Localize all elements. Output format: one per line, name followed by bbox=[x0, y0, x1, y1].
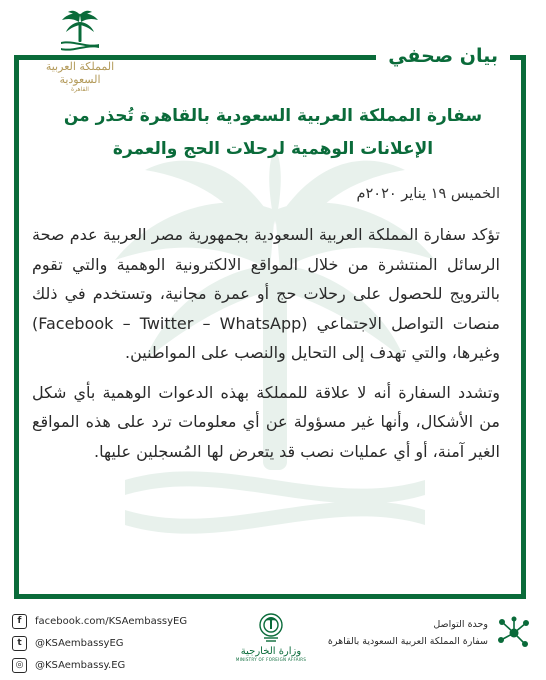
title-line-1: سفارة المملكة العربية السعودية بالقاهرة تُحذر من bbox=[63, 106, 483, 126]
instagram-icon: ◎ bbox=[12, 658, 27, 673]
social-link-text: facebook.com/KSAembassyEG bbox=[35, 615, 188, 627]
social-link-twitter[interactable] bbox=[12, 632, 187, 654]
ministry-crest-icon bbox=[253, 612, 289, 642]
emblem-arabic-text: المملكة العربية السعودية bbox=[45, 60, 115, 87]
social-link-text: @KSAembassyEG bbox=[35, 637, 124, 649]
facebook-icon: f bbox=[12, 614, 27, 629]
body-paragraph-1: تؤكد سفارة المملكة العربية السعودية بجمهورية مصر العربية عدم صحة الرسائل المنتشرة من خلال المواقع الالكترونية الوهمية والتي تقوم بالترويج للحصول على رحلات حج أو عمرة مجانية، وتستخدم في ذلك منصات التواصل الاجتماعي (Facebook – Twitter – WhatsApp) وغيرها، والتي تهدف إلى التحايل والنصب على المواطنين. bbox=[32, 225, 501, 362]
communication-unit bbox=[328, 615, 532, 651]
title-line-2: الإعلانات الوهمية لرحلات الحج والعمرة bbox=[112, 139, 434, 159]
saudi-emblem bbox=[32, 10, 128, 93]
unit-embassy: سفارة المملكة العربية السعودية بالقاهرة bbox=[327, 636, 488, 647]
release-date: الخميس ١٩ يناير ٢٠٢٠م bbox=[356, 186, 500, 202]
social-links bbox=[12, 610, 187, 676]
release-body bbox=[32, 220, 500, 476]
unit-title: وحدة التواصل bbox=[433, 619, 488, 630]
page-title bbox=[30, 100, 516, 166]
body-paragraph-2: وتشدد السفارة أنه لا علاقة للمملكة بهذه الدعوات الوهمية بأي شكل من الأشكال، وأنها غير مسؤولة عن أي معلومات ترد على هذه المواقع الغير آمنة، أو أي عمليات نصب قد يتعرض لها المُسجلين عليها. bbox=[32, 382, 500, 461]
ministry-logo bbox=[234, 612, 308, 662]
social-link-text: @KSAembassy.EG bbox=[35, 659, 126, 671]
palm-swords-emblem-icon bbox=[57, 10, 103, 58]
emblem-city-text: القاهرة bbox=[71, 86, 89, 94]
press-release-label: بيان صحفي bbox=[376, 41, 510, 71]
social-link-instagram[interactable] bbox=[12, 654, 187, 676]
twitter-icon: t bbox=[12, 636, 27, 651]
social-link-facebook[interactable] bbox=[12, 610, 187, 632]
ministry-arabic-name: وزارة الخارجية bbox=[240, 646, 302, 657]
ministry-english-name: MINISTRY OF FOREIGN AFFAIRS bbox=[235, 657, 307, 662]
network-icon bbox=[496, 615, 532, 651]
